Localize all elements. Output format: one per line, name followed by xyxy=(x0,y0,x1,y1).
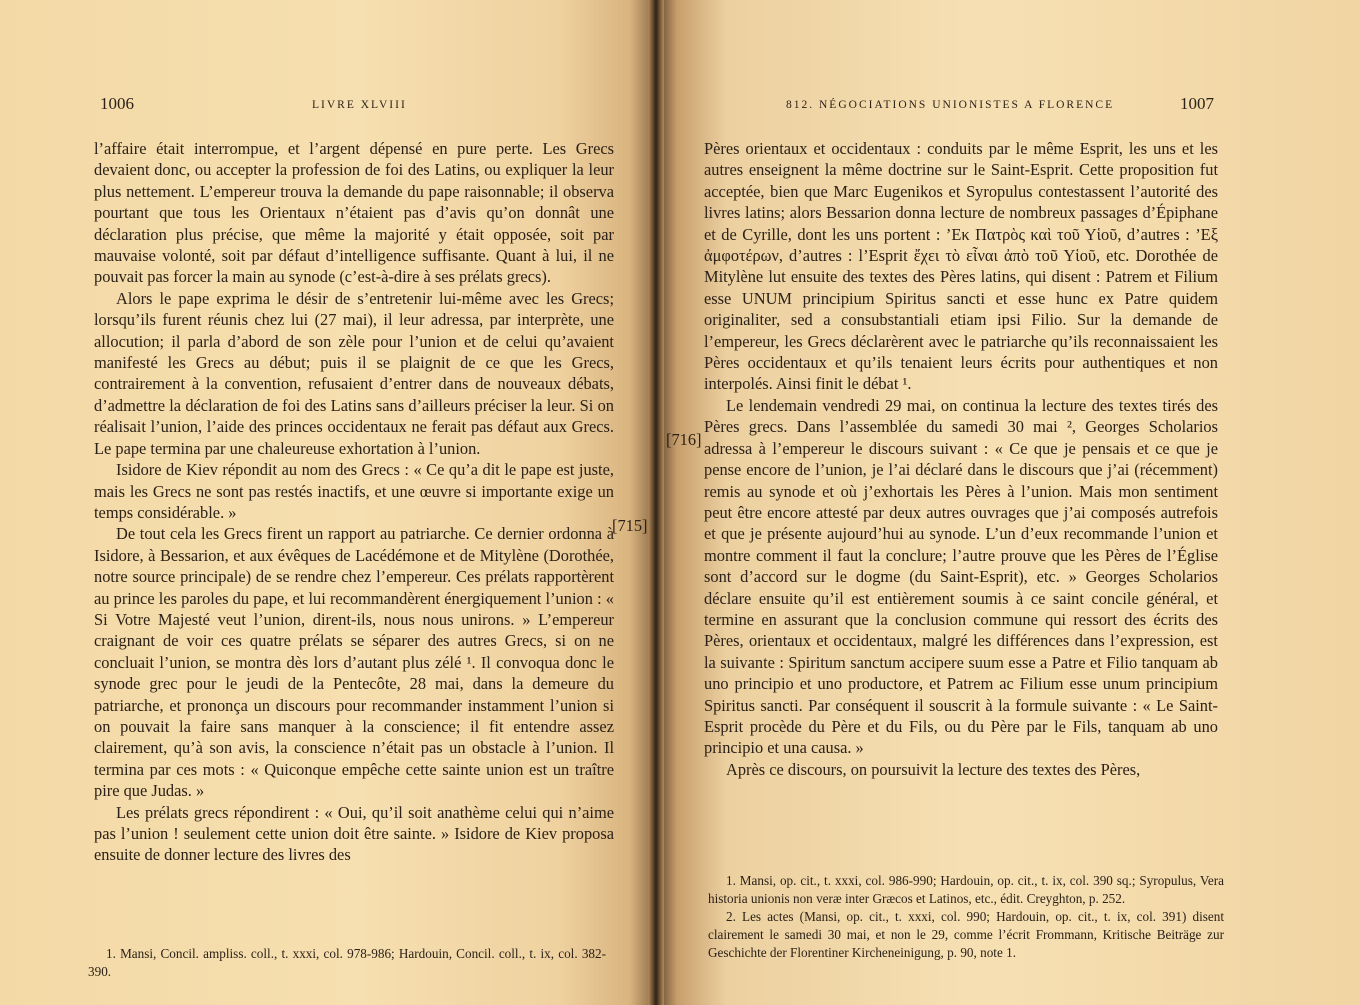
footnote: 1. Mansi, op. cit., t. xxxi, col. 986-990; Hardouin, op. cit., t. ix, col. 390 sq.; Syropulus, Vera historia unionis non veræ inter Græcos et Latinos, etc., édit. Creyghton, p. 252. xyxy=(708,873,1224,906)
footnote: 1. Mansi, Concil. ampliss. coll., t. xxxi, col. 978-986; Hardouin, Concil. coll., t. ix, col. 382-390. xyxy=(88,946,606,979)
footnote: 2. Les actes (Mansi, op. cit., t. xxxi, col. 990; Hardouin, op. cit., t. ix, col. 391) disent clairement le samedi 30 mai, et non le 29, comme l’écrit Frommann, Kritische Beiträge zur Geschichte der Florentiner Kircheneinigung, p. 90, note 1. xyxy=(708,909,1224,960)
right-page-number: 1007 xyxy=(1180,94,1214,113)
left-page-number: 1006 xyxy=(100,94,134,113)
paragraph: Pères orientaux et occidentaux : conduits par le même Esprit, les uns et les autres enseignent la même doctrine sur le Saint-Esprit. Cette proposition fut acceptée, bien que Marc Eugenikos et Syropulus contestassent l’autorité des livres latins; alors Bessarion donna lecture de nombreux passages d’Épiphane et de Cyrille, dont les uns portent : ’Eκ Πατρὸς καὶ τοῦ Υἱοῦ, d’autres : ’Eξ ἀμφοτέρων, d’autres : l’Esprit ἔχει τὸ εἶναι ἀπὸ τοῦ Υἱοῦ, etc. Dorothée de Mitylène lut ensuite des textes des Pères latins, qui disent : Patrem et Filium esse UNUM principium Spiritus sancti et esse hunc ex Patre quidem originaliter, sed a consubstantiali etiam ipsi Filio. Sur la demande de l’empereur, les Grecs déclarèrent avec le patriarche qu’ils reconnaissaient les Pères occidentaux et qu’ils tenaient leurs écrits pour authentiques et non interpolés. Ainsi finit le débat ¹. xyxy=(704,139,1218,394)
paragraph: Les prélats grecs répondirent : « Oui, qu’il soit anathème celui qui n’aime pas l’union ! seulement cette union doit être sainte. » Isidore de Kiev proposa ensuite de donner lecture des livres des xyxy=(94,802,614,865)
left-footnotes xyxy=(88,945,606,981)
paragraph: Alors le pape exprima le désir de s’entretenir lui-même avec les Grecs; lorsqu’ils furent réunis chez lui (27 mai), il leur adressa, par interprète, une allocution; il parla d’abord de son zèle pour l’union et de celui qu’avaient manifesté les Grecs au début; puis il se plaignit de ce que les Grecs, contrairement à la convention, refusaient d’entrer dans de nouveaux débats, d’admettre la déclaration de foi des Latins sans d’ailleurs préciser la leur. Si on réalisait l’union, l’aide des princes occidentaux ne ferait pas défaut aux Grecs. Le pape termina par une chaleureuse exhortation à l’union. xyxy=(94,288,614,458)
right-footnotes xyxy=(708,872,1224,962)
paragraph: Le lendemain vendredi 29 mai, on continua la lecture des textes tirés des Pères grecs. Dans l’assemblée du samedi 30 mai ², Georges Scholarios adressa à l’empereur le discours suivant : « Ce que je pensais et ce que je pense encore de l’union, je l’ai déclaré dans le discours que j’ai (récemment) remis au synode et où j’exhortais les Pères à l’union. Mais mon sentiment peut être encore attesté par deux autres ouvrages que j’ai composés autrefois et que je présente aujourd’hui au synode. L’un d’eux recommande l’union et montre comment il faut la conclure; l’autre prouve que les Pères de l’Église sont d’accord sur le dogme (du Saint-Esprit), etc. » Georges Scholarios déclare ensuite qu’il est entièrement soumis à ce saint concile général, et termine en assurant que la conclusion commune qui ressort des écrits des Pères, orientaux et occidentaux, malgré les différences dans l’expression, est la suivante : Spiritum sanctum accipere suum esse a Patre et Filio tanquam ab uno principio et uno productore, et Patrem ac Filium esse unum principium Spiritus sancti. Par conséquent il souscrit à la formule suivante : « Le Saint-Esprit procède du Père et du Fils, ou du Père par le Fils, tanquam ab uno principio et una causa. » xyxy=(704,395,1218,758)
right-running-head: 812. NÉGOCIATIONS UNIONISTES A FLORENCE xyxy=(786,99,1115,111)
book-gutter xyxy=(648,0,664,1005)
paragraph: Isidore de Kiev répondit au nom des Grecs : « Ce qu’a dit le pape est juste, mais les Grecs ne sont pas restés inactifs, et une œuvre si importante exige un temps considérable. » xyxy=(94,460,614,522)
paragraph: l’affaire était interrompue, et l’argent dépensé en pure perte. Les Grecs devaient donc, ou accepter la profession de foi des Latins, ou expliquer la leur plus nettement. L’empereur trouva la demande du pape raisonnable; il observa pourtant que tous les Orientaux n’étaient pas d’avis qu’on donnât une déclaration plus précise, que même la majorité y était opposée, soit par mauvaise volonté, soit par défaut d’intelligence suffisante. Quant à lui, il ne pouvait pas forcer la main au synode (c’est-à-dire à ses prélats grecs). xyxy=(94,139,614,287)
margin-page-mark: [716] xyxy=(666,430,702,449)
margin-page-mark: [715] xyxy=(612,516,648,535)
left-page xyxy=(0,0,656,1005)
left-running-head: LIVRE XLVIII xyxy=(312,99,407,111)
paragraph: De tout cela les Grecs firent un rapport au patriarche. Ce dernier ordonna à Isidore, à Bessarion, et aux évêques de Lacédémone et de Mitylène (Dorothée, notre source principale) de se rendre chez l’empereur. Ces prélats rapportèrent au prince les paroles du pape, et lui recommandèrent énergiquement l’union : « Si Votre Majesté veut l’union, dirent-ils, nous nous unirons. » L’empereur craignant de voir ces quatre prélats se séparer des autres Grecs, si on ne concluait l’union, se montra dès lors d’autant plus zélé ¹. Il convoqua donc le synode grec pour le jeudi de la Pentecôte, 28 mai, dans la demeure du patriarche, et prononça un discours pour recommander instamment l’union si on pouvait la faire sans manquer à la conscience; il fit entendre assez clairement, qu’à son avis, la conscience n’était pas un obstacle à l’union. Il termina par ces mots : « Quiconque empêche cette sainte union est un traître pire que Judas. » xyxy=(94,524,614,801)
right-body-text xyxy=(704,138,1218,780)
left-body-text xyxy=(94,138,614,866)
paragraph: Après ce discours, on poursuivit la lecture des textes des Pères, xyxy=(726,759,1141,779)
